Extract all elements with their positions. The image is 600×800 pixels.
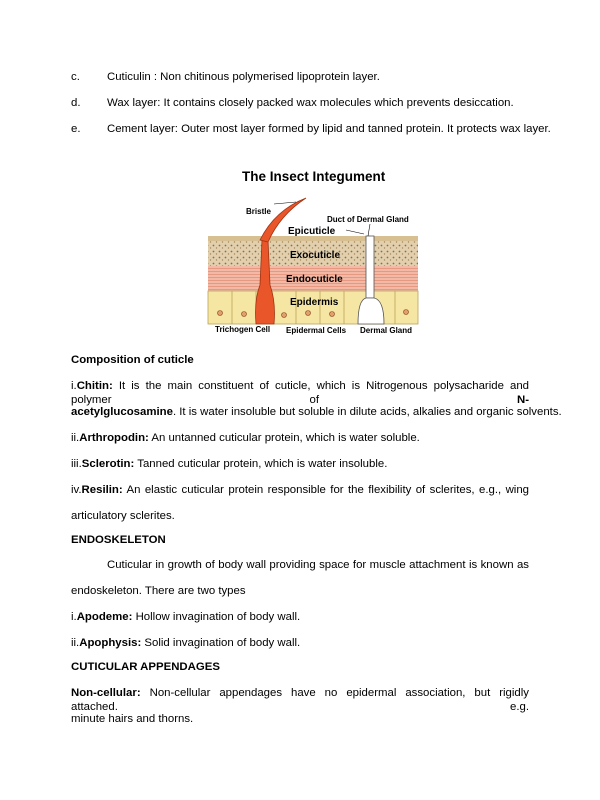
epicuticle-label: Epicuticle xyxy=(288,226,336,237)
list-letter: e. xyxy=(71,123,81,135)
list-letter: d. xyxy=(71,97,81,109)
noncellular-line-2: minute hairs and thorns. xyxy=(71,713,194,725)
dermal-gland-label: Dermal Gland xyxy=(360,326,413,335)
bristle-label: Bristle xyxy=(246,207,271,216)
endoskeleton-para-1: Cuticular in growth of body wall providing space for muscle attachment is known as xyxy=(107,559,529,571)
endoskeleton-heading: ENDOSKELETON xyxy=(71,534,166,546)
figure-title: The Insect Integument xyxy=(242,169,386,184)
duct-label: Duct of Dermal Gland xyxy=(327,215,409,224)
resilin-line-2: articulatory sclerites. xyxy=(71,510,175,522)
chitin-line-1: i.Chitin: It is the main constituent of cuticle, which is Nitrogenous polysacharide and polymer of N- xyxy=(71,380,529,406)
appendages-heading: CUTICULAR APPENDAGES xyxy=(71,661,220,673)
chitin-term: Chitin: xyxy=(76,380,113,392)
epidermal-cells-label: Epidermal Cells xyxy=(286,326,347,335)
apophysis-item: ii.Apophysis: Solid invagination of body wall. xyxy=(71,637,301,649)
epidermis-label: Epidermis xyxy=(290,297,339,308)
integument-diagram xyxy=(200,190,430,340)
composition-heading: Composition of cuticle xyxy=(71,354,194,366)
dermal-gland-shape xyxy=(358,298,384,324)
duct-of-dermal-gland xyxy=(366,236,374,298)
trichogen-label: Trichogen Cell xyxy=(215,325,271,334)
list-letter: c. xyxy=(71,71,80,83)
endoskeleton-para-2: endoskeleton. There are two types xyxy=(71,585,246,597)
list-text: Cement layer: Outer most layer formed by lipid and tanned protein. It protects wax layer. xyxy=(107,123,551,135)
chitin-line-2: acetylglucosamine. It is water insoluble but soluble in dilute acids, alkalies and organic solvents. xyxy=(71,406,562,418)
noncellular-line-1: Non-cellular: Non-cellular appendages have no epidermal association, but rigidly attached. e.g. xyxy=(71,687,529,713)
endocuticle-label: Endocuticle xyxy=(286,274,343,285)
exocuticle-label: Exocuticle xyxy=(290,250,341,261)
list-text: Cuticulin : Non chitinous polymerised lipoprotein layer. xyxy=(107,71,380,83)
list-text: Wax layer: It contains closely packed wax molecules which prevents desiccation. xyxy=(107,97,514,109)
resilin-line-1: iv.Resilin: An elastic cuticular protein responsible for the flexibility of sclerites, e.g., wing xyxy=(71,484,529,496)
sclerotin-item: iii.Sclerotin: Tanned cuticular protein, which is water insoluble. xyxy=(71,458,388,470)
arthropodin-item: ii.Arthropodin: An untanned cuticular protein, which is water soluble. xyxy=(71,432,420,444)
apodeme-item: i.Apodeme: Hollow invagination of body wall. xyxy=(71,611,301,623)
